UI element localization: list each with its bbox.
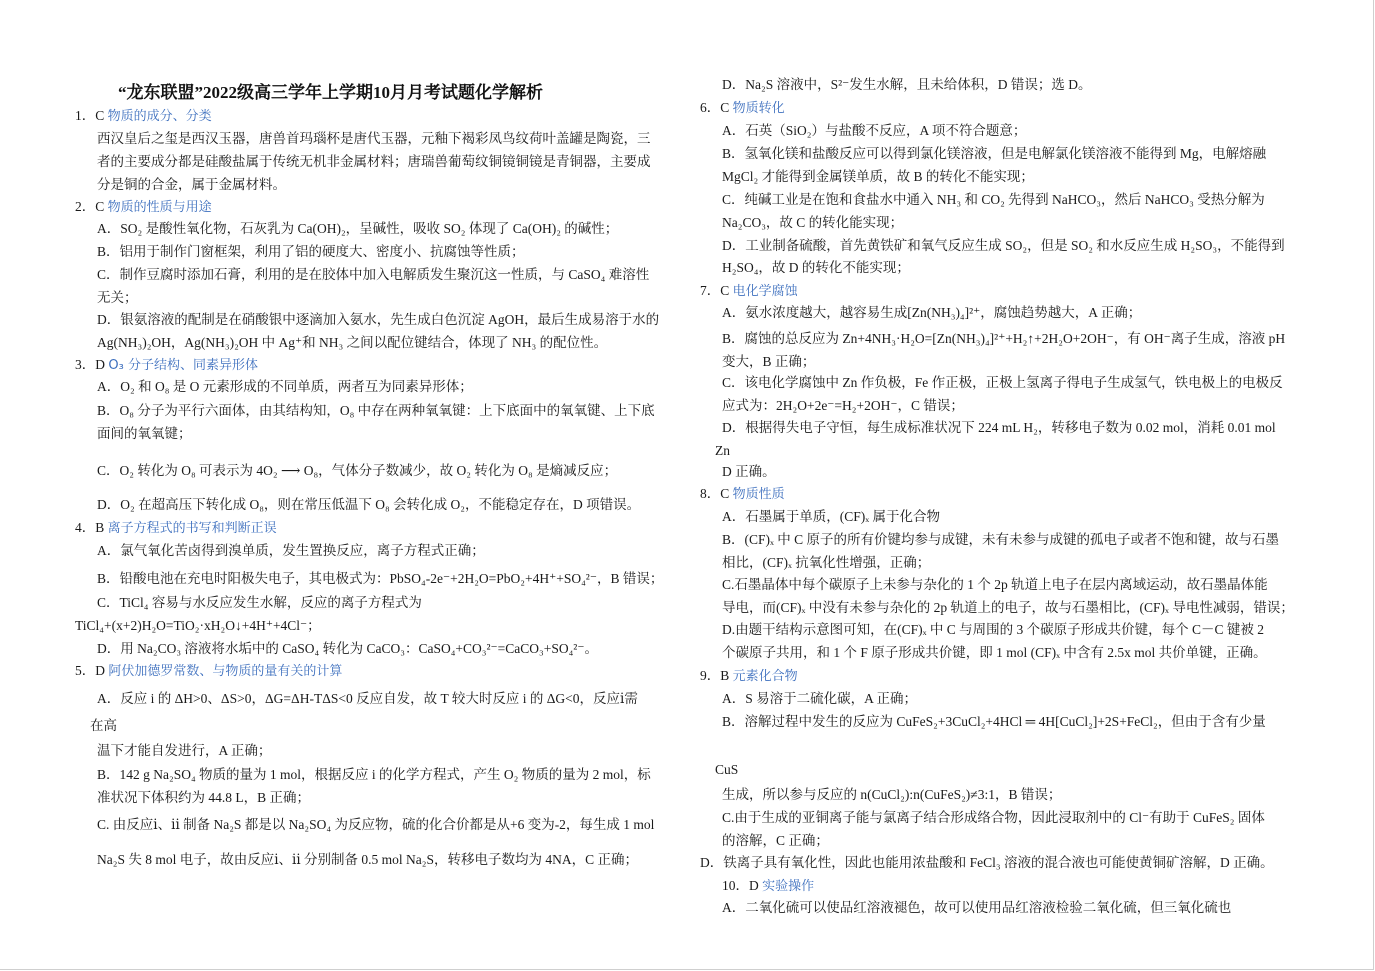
question-header	[75, 107, 212, 126]
explanation-line: C.石墨晶体中每个碳原子上未参与杂化的 1 个 2p 轨道上电子在层内离域运动，故石墨晶体能	[722, 577, 1268, 592]
explanation-line: B．氢氧化镁和盐酸反应可以得到氯化镁溶液，但是电解氯化镁溶液不能得到 Mg，电解熔融	[722, 146, 1267, 161]
explanation-line: 面间的氧氧键；	[97, 426, 192, 441]
explanation-line: B．铝用于制作门窗框架，利用了铝的硬度大、密度小、抗腐蚀等性质；	[97, 244, 525, 259]
explanation-line: C．O₂ 转化为 O₈ 可表示为 4O₂ ⟶ O₈，气体分子数减少，故 O₂ 转化为 O₈ 是熵减反应；	[97, 463, 618, 478]
explanation-line: D．O₂ 在超高压下转化成 O₈，则在常压低温下 O₈ 会转化成 O₂，不能稳定存在，D 项错误。	[97, 497, 641, 512]
explanation-line: 相比，(CF)ₓ 抗氧化性增强，正确；	[722, 555, 931, 570]
question-number: 9．B	[700, 668, 730, 683]
explanation-line: 分是铜的合金，属于金属材料。	[97, 177, 286, 192]
explanation-line: B．腐蚀的总反应为 Zn+4NH₃·H₂O=[Zn(NH₃)₄]²⁺+H₂↑+2H₂O+2OH⁻，有 OH⁻离子生成，溶液 pH	[722, 331, 1286, 346]
explanation-line: A．氯气氧化苦卤得到溴单质，发生置换反应，离子方程式正确；	[97, 543, 485, 558]
explanation-line: C. 由反应ⅰ、ⅱ 制备 Na₂S 都是以 Na₂SO₄ 为反应物，硫的化合价都是从+6 变为-2，每生成 1 mol	[97, 817, 655, 832]
explanation-line: D．工业制备硫酸，首先黄铁矿和氧气反应生成 SO₂，但是 SO₂ 和水反应生成 H₂SO₃，不能得到	[722, 238, 1285, 253]
explanation-line: A．石英（SiO₂）与盐酸不反应，A 项不符合题意；	[722, 123, 1027, 138]
explanation-line: 生成，所以参与反应的 n(CuCl₂):n(CuFeS₂)≠3:1，B 错误；	[722, 787, 1062, 802]
question-header	[722, 877, 814, 896]
explanation-line: A．二氧化硫可以使品红溶液褪色，故可以使用品红溶液检验二氧化硫，但三氧化硫也	[722, 900, 1232, 915]
explanation-line: B．铅酸电池在充电时阳极失电子，其电极式为：PbSO₄-2e⁻+2H₂O=PbO₂+4H⁺+SO₄²⁻，B 错误；	[97, 571, 664, 586]
question-topic: 实验操作	[762, 879, 815, 894]
question-topic: 物质转化	[732, 101, 785, 116]
explanation-line: 个碳原子共用，和 1 个 F 原子形成共价键，即 1 mol (CF)ₓ 中含有 2.5x mol 共价单键，正确。	[722, 645, 1267, 660]
question-number: 10．D	[722, 878, 759, 893]
question-header	[700, 282, 798, 301]
explanation-line: D．用 Na₂CO₃ 溶液将水垢中的 CaSO₄ 转化为 CaCO₃：CaSO₄+CO₃²⁻=CaCO₃+SO₄²⁻。	[97, 641, 598, 656]
question-number: 3．D	[75, 357, 105, 372]
question-header	[75, 662, 342, 681]
question-header	[75, 519, 277, 538]
explanation-line: D．根据得失电子守恒，每生成标准状况下 224 mL H₂，转移电子数为 0.02 mol，消耗 0.01 mol	[722, 420, 1276, 435]
explanation-line: D．铁离子具有氧化性，因此也能用浓盐酸和 FeCl₃ 溶液的混合液也可能使黄铜矿溶解，D 正确。	[700, 855, 1274, 870]
explanation-line: Zn	[715, 443, 730, 458]
explanation-line: 变大，B 正确；	[722, 354, 816, 369]
explanation-line: Na₂CO₃，故 C 的转化能实现；	[722, 215, 904, 230]
question-topic: O₃ 分子结构、同素异形体	[108, 358, 258, 373]
question-header	[700, 667, 798, 686]
explanation-line: B．O₈ 分子为平行六面体，由其结构知，O₈ 中存在两种氧氧键：上下底面中的氧氧键、上下底	[97, 403, 655, 418]
question-number: 6．C	[700, 100, 730, 115]
explanation-line: B．142 g Na₂SO₄ 物质的量为 1 mol，根据反应 i 的化学方程式，产生 O₂ 物质的量为 2 mol，标	[97, 767, 651, 782]
question-number: 4．B	[75, 520, 105, 535]
explanation-line: CuS	[715, 762, 739, 777]
explanation-line: B．溶解过程中发生的反应为 CuFeS₂+3CuCl₂+4HCl ═ 4H[CuCl₂]+2S+FeCl₂，但由于含有少量	[722, 714, 1266, 729]
explanation-line: D．银氨溶液的配制是在硝酸银中逐滴加入氨水，先生成白色沉淀 AgOH，最后生成易溶于水的	[97, 312, 660, 327]
explanation-line: D.由题干结构示意图可知，在(CF)ₓ 中 C 与周围的 3 个碳原子形成共价键，每个 C－C 键被 2	[722, 622, 1265, 637]
explanation-line: A．SO₂ 是酸性氧化物，石灰乳为 Ca(OH)₂，呈碱性，吸收 SO₂ 体现了 Ca(OH)₂ 的碱性；	[97, 221, 619, 236]
question-header	[75, 356, 258, 375]
explanation-line: D．Na₂S 溶液中，S²⁻发生水解，且未给体积，D 错误；选 D。	[722, 77, 1092, 92]
explanation-line: H₂SO₄，故 D 的转化不能实现；	[722, 260, 910, 275]
question-number: 2．C	[75, 199, 105, 214]
question-number: 5．D	[75, 663, 105, 678]
question-header	[700, 485, 785, 504]
explanation-line: C．TiCl₄ 容易与水反应发生水解，反应的离子方程式为	[97, 595, 422, 610]
explanation-line: 导电，而(CF)ₓ 中没有未参与杂化的 2p 轨道上的电子，故与石墨相比，(CF)ₓ 导电性减弱，错误；	[722, 600, 1294, 615]
explanation-line: A．石墨属于单质，(CF)ₓ 属于化合物	[722, 509, 941, 524]
explanation-line: A．氨水浓度越大，越容易生成[Zn(NH₃)₄]²⁺，腐蚀趋势越大，A 正确；	[722, 305, 1142, 320]
question-topic: 元素化合物	[732, 669, 798, 684]
question-topic: 阿伏加德罗常数、与物质的量有关的计算	[108, 664, 343, 679]
question-number: 1．C	[75, 108, 105, 123]
explanation-line: 准状况下体积约为 44.8 L，B 正确；	[97, 790, 311, 805]
explanation-line: 西汉皇后之玺是西汉玉器，唐兽首玛瑙杯是唐代玉器，元釉下褐彩凤鸟纹荷叶盖罐是陶瓷，三	[97, 131, 651, 146]
explanation-line: MgCl₂ 才能得到金属镁单质，故 B 的转化不能实现；	[722, 169, 1034, 184]
explanation-line: C．纯碱工业是在饱和食盐水中通入 NH₃ 和 CO₂ 先得到 NaHCO₃，然后 NaHCO₃ 受热分解为	[722, 192, 1265, 207]
explanation-line: A．反应 i 的 ΔH>0、ΔS>0，ΔG=ΔH-TΔS<0 反应自发，故 T 较大时反应 i 的 ΔG<0，反应ⅰ需	[97, 691, 638, 706]
question-number: 7．C	[700, 283, 730, 298]
question-topic: 物质性质	[732, 487, 785, 502]
document-title: “龙东联盟”2022级高三学年上学期10月月考试题化学解析	[118, 83, 543, 102]
explanation-line: C.由于生成的亚铜离子能与氯离子结合形成络合物，因此浸取剂中的 Cl⁻有助于 CuFeS₂ 固体	[722, 810, 1265, 825]
explanation-line: TiCl₄+(x+2)H₂O=TiO₂·xH₂O↓+4H⁺+4Cl⁻；	[75, 618, 321, 633]
explanation-line: 温下才能自发进行，A 正确；	[97, 743, 272, 758]
explanation-line: A．S 易溶于二硫化碳，A 正确；	[722, 691, 918, 706]
explanation-line: 应式为：2H₂O+2e⁻=H₂+2OH⁻，C 错误；	[722, 398, 964, 413]
explanation-line: C．制作豆腐时添加石膏，利用的是在胶体中加入电解质发生聚沉这一性质，与 CaSO₄ 难溶性	[97, 267, 650, 282]
question-header	[75, 198, 212, 217]
explanation-line: 在高	[90, 718, 117, 733]
explanation-line: A．O₂ 和 O₈ 是 O 元素形成的不同单质，两者互为同素异形体；	[97, 379, 473, 394]
question-topic: 物质的性质与用途	[107, 200, 212, 215]
question-number: 8．C	[700, 486, 730, 501]
question-topic: 离子方程式的书写和判断正误	[107, 521, 277, 536]
explanation-line: Ag(NH₃)₂OH，Ag(NH₃)₂OH 中 Ag⁺和 NH₃ 之间以配位键结合，体现了 NH₃ 的配位性。	[97, 335, 608, 350]
explanation-line: 的溶解，C 正确；	[722, 833, 829, 848]
explanation-line: B．(CF)ₓ 中 C 原子的所有价键均参与成键，未有未参与成键的孤电子或者不饱和键，故与石墨	[722, 532, 1280, 547]
explanation-line: 者的主要成分都是硅酸盐属于传统无机非金属材料；唐瑞兽葡萄纹铜镜铜镜是青铜器，主要成	[97, 154, 651, 169]
explanation-line: C．该电化学腐蚀中 Zn 作负极，Fe 作正极，正极上氢离子得电子生成氢气，铁电极上的电极反	[722, 375, 1283, 390]
explanation-line: D 正确。	[722, 464, 776, 479]
question-topic: 物质的成分、分类	[107, 109, 212, 124]
question-topic: 电化学腐蚀	[732, 284, 798, 299]
explanation-line: Na₂S 失 8 mol 电子，故由反应ⅰ、ⅱ 分别制备 0.5 mol Na₂S，转移电子数均为 4NA，C 正确；	[97, 852, 638, 867]
explanation-line: 无关；	[97, 290, 138, 305]
question-header	[700, 99, 785, 118]
